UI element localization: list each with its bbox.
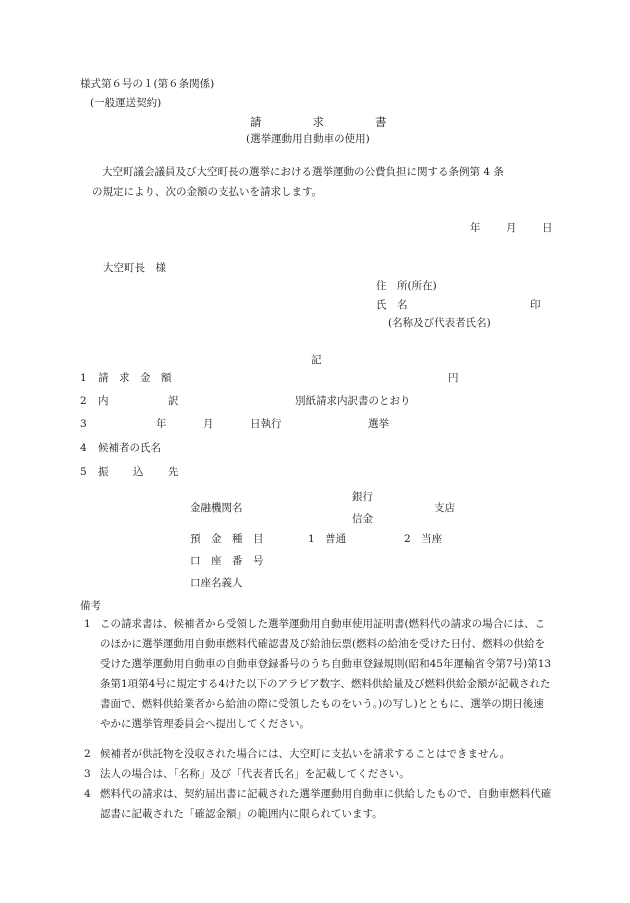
date-day: 日 — [542, 222, 553, 234]
note-1-number: 1 — [84, 618, 91, 630]
item-2-label-a: 内 — [98, 395, 109, 407]
deposit-type-current: 2 当座 — [404, 533, 443, 545]
note-2 — [84, 744, 554, 764]
addressee: 大空町長 様 — [103, 262, 166, 274]
name-note: (名称及び代表者氏名) — [388, 317, 491, 329]
election-label: 選挙 — [368, 418, 389, 430]
item-5-label-c: 先 — [168, 466, 179, 478]
note-1 — [84, 614, 554, 734]
note-4-text: 燃料代の請求は、契約届出書に記載された選挙運動用自動車に供給したもので、自動車燃料代確認書に記載された「確認金額」の範囲内に限られています。 — [100, 788, 552, 820]
note-2-text: 候補者が供託物を没収された場合には、大空町に支払いを請求することはできません。 — [100, 748, 511, 760]
date-year: 年 — [470, 222, 481, 234]
address-label: 住 所(所在) — [376, 280, 437, 292]
note-3-text: 法人の場合は、「名称」及び「代表者氏名」を記載してください。 — [100, 768, 410, 780]
bank-option: 銀行 — [352, 491, 373, 503]
page-title: 請 求 書 — [250, 115, 388, 129]
note-3 — [84, 764, 554, 784]
institution-label: 金融機関名 — [190, 502, 243, 514]
intro-line-2: の規定により、次の金額の支払いを請求します。 — [92, 186, 323, 198]
note-4-number: 4 — [84, 788, 91, 800]
deposit-type-label: 預 金 種 目 — [190, 533, 264, 545]
election-day: 日執行 — [250, 418, 282, 430]
notes-heading: 備考 — [80, 600, 101, 612]
item-2-number: 2 — [80, 395, 87, 407]
account-holder-label: 口座名義人 — [190, 577, 243, 589]
form-label: 様式第６号の１(第６条関係) — [80, 78, 215, 90]
page-subtitle: (選挙運動用自動車の使用) — [246, 133, 370, 145]
item-5-label-a: 振 — [98, 466, 109, 478]
date-month: 月 — [506, 222, 517, 234]
item-5-number: 5 — [80, 466, 87, 478]
item-5-label-b: 込 — [133, 466, 144, 478]
seal-mark: 印 — [530, 299, 541, 311]
candidate-name-label: 候補者の氏名 — [98, 442, 161, 454]
item-4-number: 4 — [80, 442, 87, 454]
contract-type: (一般運送契約) — [90, 97, 162, 109]
note-4 — [84, 784, 554, 824]
item-3-number: 3 — [80, 418, 87, 430]
amount-unit: 円 — [448, 372, 459, 384]
shinkin-option: 信金 — [352, 513, 373, 525]
election-year: 年 — [156, 418, 167, 430]
election-month: 月 — [203, 418, 214, 430]
breakdown-value: 別紙請求内訳書のとおり — [295, 395, 411, 407]
intro-line-1: 大空町議会議員及び大空町長の選挙における選挙運動の公費負担に関する条例第 4 条 — [102, 166, 504, 178]
item-2-label-b: 訳 — [168, 395, 179, 407]
ki-heading: 記 — [311, 354, 322, 366]
branch-label: 支店 — [434, 502, 455, 514]
note-2-number: 2 — [84, 748, 91, 760]
note-1-text: この請求書は、候補者から受領した選挙運動用自動車使用証明書(燃料代の請求の場合には、このほかに選挙運動用自動車燃料代確認書及び給油伝票(燃料の給油を受けた日付、燃料の供給を受けた選挙運動用自動車の自動車登録番号のうち自動車登録規則(昭和45年運輸省令第7号)第13条第1項第4号に規定する4けた以下のアラビア数字、燃料供給量及び燃料供給金額が記載された書面で、燃料供給業者から給油の際に受領したものをいう。)の写し)とともに、選挙の期日後速やかに選挙管理委員会へ提出してください。 — [100, 618, 552, 730]
name-label: 氏 名 — [376, 299, 408, 311]
deposit-type-ordinary: 1 普通 — [308, 533, 347, 545]
account-number-label: 口 座 番 号 — [190, 555, 264, 567]
item-1-number: 1 — [80, 372, 87, 384]
note-3-number: 3 — [84, 768, 91, 780]
item-1-label: 請 求 金 額 — [98, 372, 172, 384]
